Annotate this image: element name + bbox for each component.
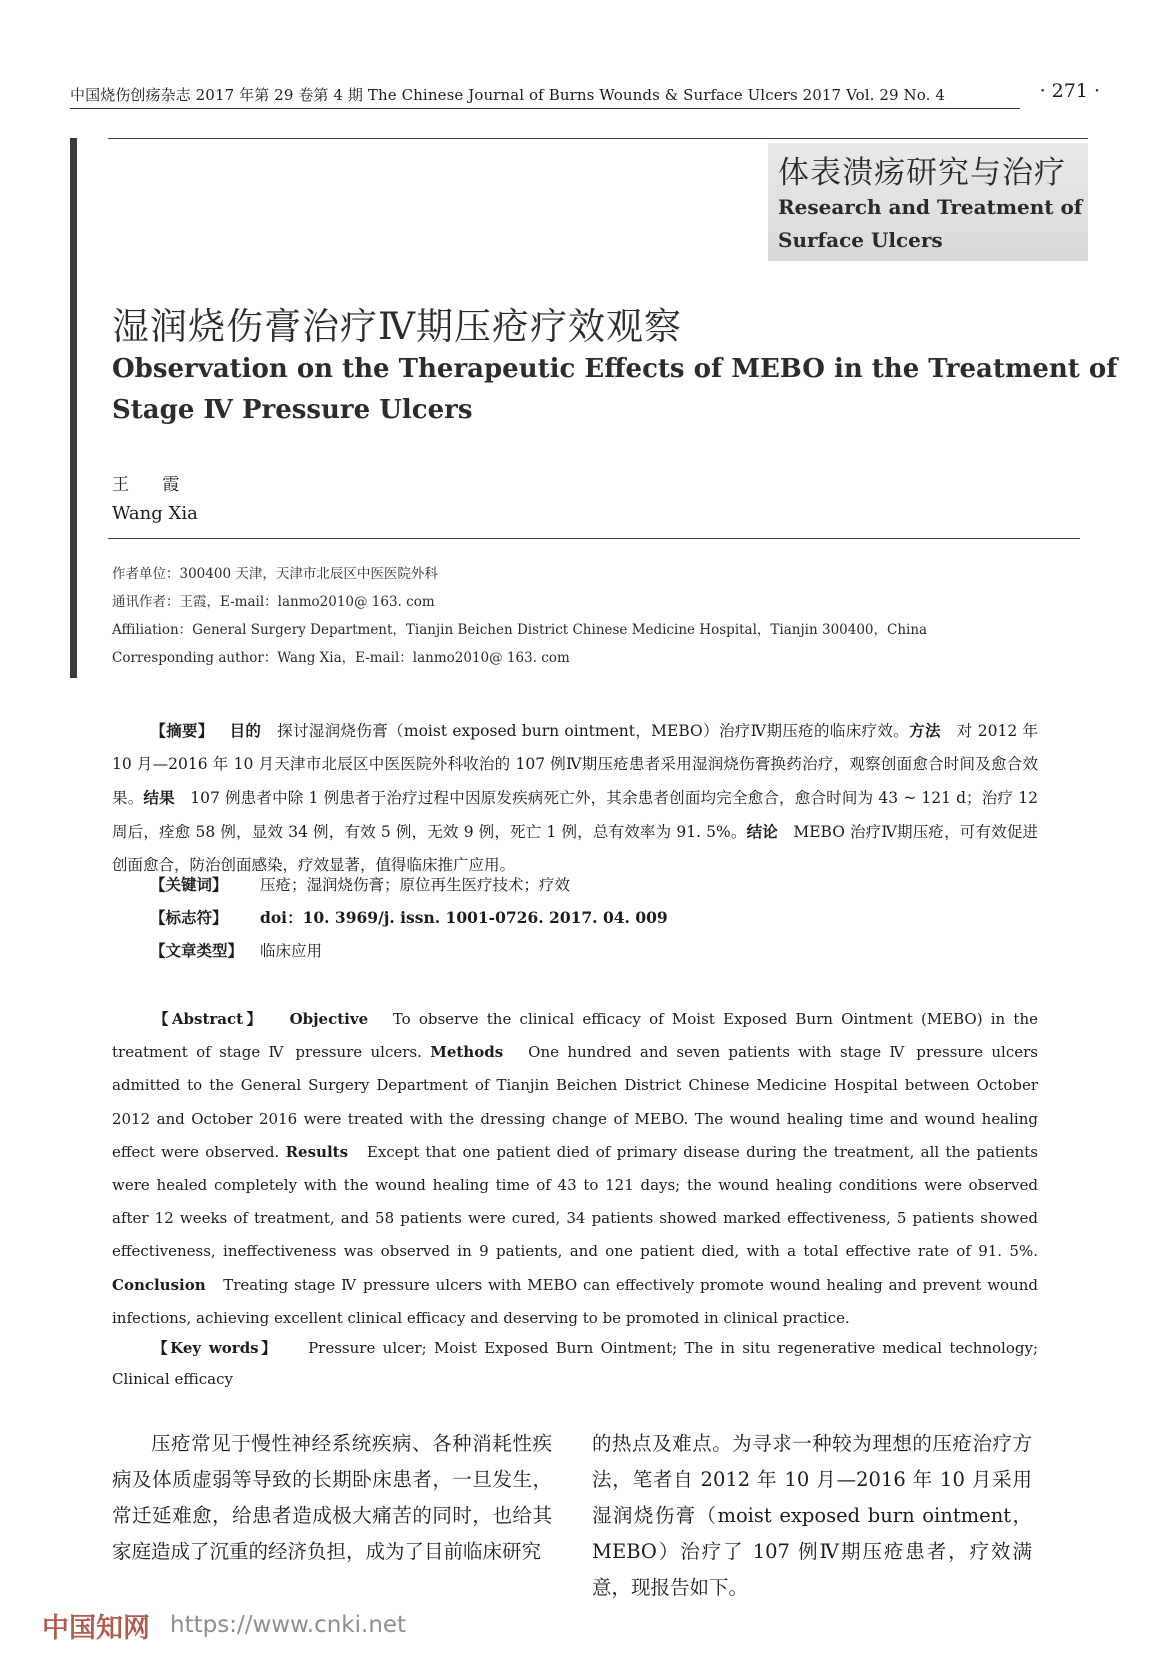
affiliation-cn: 作者单位：300400 天津，天津市北辰区中医医院外科 [112, 566, 438, 582]
body-column-right: 的热点及难点。为寻求一种较为理想的压疮治疗方法，笔者自 2012 年 10 月—2016 年 10 月采用湿润烧伤膏（moist exposed burn ointment，MEBO）治疗了 107 例Ⅳ期压疮患者，疗效满意，现报告如下。 [592, 1432, 1032, 1599]
corresponding-author-cn: 通讯作者：王霞，E-mail：lanmo2010@ 163. com [112, 594, 435, 610]
cnki-url[interactable]: https://www.cnki.net [170, 1612, 407, 1638]
methods-text-cn: 对 2012 年 10 月—2016 年 10 月天津市北辰区中医医院外科收治的 107 例Ⅳ期压疮患者采用湿润烧伤膏换药治疗，观察创面愈合时间及愈合效果。 [112, 722, 1038, 807]
article-type-line [150, 939, 322, 961]
doi-label: 【标志符】 [150, 908, 228, 927]
header-rule [70, 108, 1020, 109]
keywords-label-cn: 【关键词】 [150, 875, 228, 894]
objective-label-en: Objective [289, 1010, 369, 1028]
article-title-en-line2: Stage Ⅳ Pressure Ulcers [112, 395, 473, 425]
article-title-en-line1: Observation on the Therapeutic Effects of MEBO in the Treatment of [112, 354, 1118, 384]
body-column-left: 压疮常见于慢性神经系统疾病、各种消耗性疾病及体质虚弱等导致的长期卧床患者，一旦发生，常迁延难愈，给患者造成极大痛苦的同时，也给其家庭造成了沉重的经济负担，成为了目前临床研究 [112, 1432, 552, 1563]
methods-label-en: Methods [430, 1043, 504, 1062]
article-title-cn: 湿润烧伤膏治疗Ⅳ期压疮疗效观察 [112, 305, 682, 348]
author-name-cn: 王 霞 [112, 475, 194, 495]
corresponding-author-en: Corresponding author：Wang Xia，E-mail：lanmo2010@ 163. com [112, 650, 570, 666]
abstract-cn [112, 714, 1038, 882]
abstract-en [112, 1003, 1038, 1335]
objective-label-cn: 目的 [229, 721, 262, 740]
objective-text-en: To observe the clinical efficacy of Moist Exposed Burn Ointment (MEBO) in the treatment of stage Ⅳ pressure ulcers. [112, 1010, 1038, 1062]
article-type-text: 临床应用 [260, 942, 323, 960]
left-accent-bar [70, 138, 77, 678]
section-title-en-line1: Research and Treatment of [778, 195, 1083, 219]
results-label-cn: 结果 [143, 788, 175, 807]
conclusion-label-cn: 结论 [746, 822, 778, 841]
conclusion-label-en: Conclusion [112, 1275, 206, 1294]
running-header [70, 80, 1100, 114]
results-text-en: Except that one patient died of primary disease during the treatment, all the patients were healed completely with the wound healing time of 43 to 121 days; the wound healing conditions were observed after 12 weeks of treatment, and 58 patients were cured, 34 patients showed marked effectiveness, 5 patients showed effectiveness, ineffectiveness was observed in 9 patients, and one patient died, with a total effective rate of 91. 5%. [112, 1142, 1038, 1261]
cnki-logo: 中国知网 [42, 1613, 150, 1644]
keywords-cn [150, 873, 570, 895]
results-text-cn: 107 例患者中除 1 例患者于治疗过程中因原发疾病死亡外，其余患者创面均完全愈合，愈合时间为 43 ~ 121 d；治疗 12 周后，痊愈 58 例，显效 34 例，有效 5 例，无效 9 例，死亡 1 例，总有效率为 91. 5%。 [112, 789, 1038, 841]
objective-text-cn: 探讨湿润烧伤膏（moist exposed burn ointment，MEBO）治疗Ⅳ期压疮的临床疗效。 [277, 722, 910, 740]
abstract-en-tag: 【Abstract】 [150, 1010, 265, 1028]
author-rule [108, 538, 1080, 539]
keywords-label-en: 【Key words】 [150, 1339, 279, 1357]
methods-label-cn: 方法 [909, 721, 941, 740]
section-title-cn: 体表溃疡研究与治疗 [778, 155, 1066, 191]
author-name-en: Wang Xia [112, 503, 198, 524]
doi-line [150, 906, 668, 928]
conclusion-text-en: Treating stage Ⅳ pressure ulcers with MEBO can effectively promote wound healing and prevent wound infections, achieving excellent clinical efficacy and deserving to be promoted in clinical practice. [112, 1275, 1038, 1327]
methods-text-en: One hundred and seven patients with stage Ⅳ pressure ulcers admitted to the General Surgery Department of Tianjin Beichen District Chinese Medicine Hospital between October 2012 and October 2016 were treated with the dressing change of MEBO. The wound healing time and wound healing effect were observed. [112, 1043, 1038, 1161]
abstract-cn-tag: 【摘要】 [150, 721, 214, 740]
section-rule [108, 138, 1088, 139]
results-label-en: Results [285, 1142, 349, 1161]
section-badge [768, 143, 1088, 261]
journal-header: 中国烧伤创疡杂志 2017 年第 29 卷第 4 期 The Chinese Journal of Burns Wounds & Surface Ulcers 2017 Vol. 29 No. 4 [70, 86, 946, 104]
keywords-en [112, 1333, 1038, 1395]
affiliation-en: Affiliation：General Surgery Department，Tianjin Beichen District Chinese Medicine Hospital，Tianjin 300400，China [112, 622, 928, 638]
keywords-text-en: Pressure ulcer; Moist Exposed Burn Ointment; The in situ regenerative medical technology; Clinical efficacy [112, 1339, 1038, 1388]
article-type-label: 【文章类型】 [150, 941, 244, 960]
conclusion-text-cn: MEBO 治疗Ⅳ期压疮，可有效促进创面愈合，防治创面感染，疗效显著，值得临床推广应用。 [112, 823, 1039, 874]
doi-text: doi：10. 3969/j. issn. 1001-0726. 2017. 04. 009 [260, 908, 668, 927]
keywords-text-cn: 压疮；湿润烧伤膏；原位再生医疗技术；疗效 [260, 876, 571, 894]
page-number: · 271 · [1039, 80, 1100, 102]
section-title-en-line2: Surface Ulcers [778, 228, 943, 252]
